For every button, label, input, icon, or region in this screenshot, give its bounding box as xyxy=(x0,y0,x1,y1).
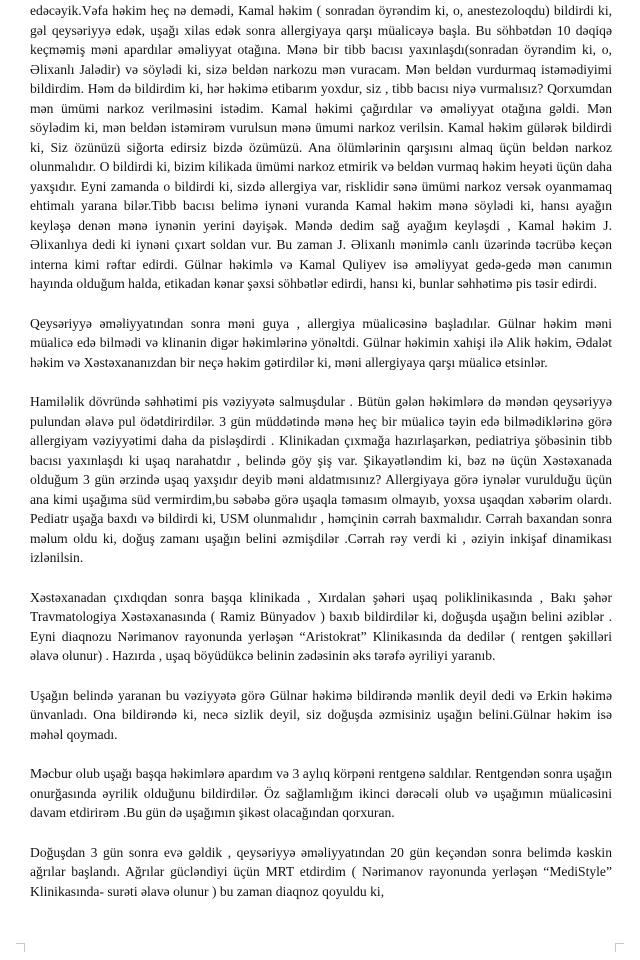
paragraph-6: Məcbur olub uşağı başqa həkimlərə apardım və 3 aylıq körpəni rentgenə saldılar. Rentgendən sonra uşağın onurğasında əyrilik olduğunu bildirdilər. Öz sağlamlığım ikinci dərəcəli olub və uşağımın müalicəsini davam etdirirəm .Bu gün də uşağımın şikəst olacağından qorxuran. xyxy=(30,766,612,820)
paragraph-4: Xəstəxanadan çıxdıqdan sonra başqa klinikada , Xırdalan şəhəri uşaq poliklinikasında , Bakı şəhər Travmatologiya Xəstəxanasında ( Ramiz Bünyadov ) baxıb bildirdilər ki, doğuşda uşağın belini əziblər . Eyni diaqnozu Nərimanov rayonunda yerləşən “Aristokrat” Klinikasında da dedilər ( rentgen şəkilləri əlavə olunur) . Hazırda , uşaq böyüdükcə belinin zədəsinin əks tərəfə əyriliyi yaranıb. xyxy=(30,589,612,663)
paragraph-2: Qeysəriyyə əməliyyatından sonra məni guya , allergiya müalicəsinə başladılar. Gülnar həkim məni müalicə edə bilmədi və klinanin digər həkimlərinə yönəltdi. Gülnar həkimin xahişi ilə Alik həkim, Ədalət həkim və Xəstəxananızdan bir neçə həkim gətirdilər ki, məni allergiyaya qarşı müalicə etsinlər. xyxy=(30,315,612,370)
paragraph-7: Doğuşdan 3 gün sonra evə gəldik , qeysəriyyə əməliyyatından 20 gün keçəndən sonra belimdə kəskin ağrılar başlandı. Ağrılar gücləndiyi üçün MRT etdirdim ( Nərimanov rayonunda yerləşən “MediStyle” Klinikasında- surəti əlavə olunur ) bu zaman diaqnoz qoyuldu ki, xyxy=(30,844,612,899)
paragraph-5: Uşağın belində yaranan bu vəziyyətə görə Gülnar həkimə bildirəndə mənlik deyil dedi və Erkin həkimə ünvanladı. Ona bildirəndə ki, necə sizlik deyil, siz doğuşda əzmisiniz uşağın belini.Gülnar həkim isə məhəl qoymadı. xyxy=(30,687,612,742)
paragraph-3: Hamiləlik dövründə səhhətimi pis vəziyyətə salmuşdular . Bütün gələn həkimlərə də məndən qeysəriyyə pulundan əlavə pul ödətdirirdilər. 3 gün müddətində mənə heç bir müalicə təyin edə bilmədiklərinə görə allergiyam vəziyyətimi daha da pisləşdirdi . Klinikadan çıxmağa hazırlaşarkən, pediatriya şöbəsinin tibb bacısı yaxınlaşdı ki uşaq narahatdır , belində göy şiş var. Şikayətləndim ki, bəz nə üçün Xəstəxanada olduğum 3 gün ərzində uşaq yaxşıdır deyib məni aldatmısınız? Allergiyaya görə iynələr vurulduğu üçün ana kimi uşağıma süd vermirdim,bu səbəbə görə uşaqla təmasım olmayıb, yoxsa uşaqdan xəbərim olardı. Pediatr uşağa baxdı və bildirdi ki, USM olunmalıdır , həmçinin cərrah baxmalıdır. Cərrah baxandan sonra məlum oldu ki, doğuş zamanı uşağın belini əzmişdilər .Cərrah rəy verdi ki , əziyin inkişaf dinamikası izlənilsin. xyxy=(30,394,612,565)
page-corner-mark-left xyxy=(16,943,25,952)
page-corner-mark-right xyxy=(615,943,624,952)
paragraph-1: edəcəyik.Vəfa həkim heç nə demədi, Kamal həkim ( sonradan öyrəndim ki, o, anestezoloqdu) bildirdi ki, gəl qeysəriyyə edək, uşağı xilas edək sonra allergiyaya qarşı müalicəyə başla. Bu söhbətdən 10 dəqiqə keçməmiş məni apardılar əməliyyat otağına. Mənə bir tibb bacısı yaxınlaşdı(sonradan öyrəndim ki, o, Əlixanlı Jalədir) və söylədi ki, sizə beldən narkozu mən vuracam. Mən beldən vurdurmaq istəmədiyimi bildirdim. Həm də bildirdim ki, hər həkimə etibarım yoxdur, siz , tibb bacısı niyə vurmalısız? Qorxumdan mən ümümi narkoz verilməsini istədim. Kamal həkimi çağırdılar və əməliyyat otağına gəldi. Mən söylədim ki, mən beldən istəmirəm vurulsun mənə ümumi narkoz verilsin. Kamal həkim gülərək bildirdi ki, Siz özünüzü siğorta edirsiz bizdə özümüzü. Ana ölümlərinin qarşısını almaq üçün beldən narkoz olunmalıdır. O bildirdi ki, bizim kilikada ümümi narkoz etmirik və beldən vurmaq həkim heyəti üçün daha yaxşıdır. Eyni zamanda o bildirdi ki, sizdə allergiya var, risklidir sənə ümümi narkoz versək oyanmamaq ehtimalı yarana bilər.Tibb bacısı belimə iynəni vuranda Kamal həkim mənə söylədi ki, hansı ayağın keyləşə denən mənə iynənin yerini dəyişək. Məndə dedim sağ ayağım keyləşdi , Kamal həkim J. Əlixanlıya dedi ki iynəni çıxart soldan vur. Bu zaman J. Əlixanlı mənimlə canlı üzərində təcrübə keçən interna kimi rəftar edirdi. Gülnar həkimlə və Kamal Quliyev isə əməliyyat gedə-gedə mən canımın hayında olduğum halda, etikadan kənar şəxsi söhbətlər edirdi, hansı ki, bunlar səhhətimə pis təsir edirdi. xyxy=(30,3,612,291)
document-body xyxy=(30,1,612,901)
